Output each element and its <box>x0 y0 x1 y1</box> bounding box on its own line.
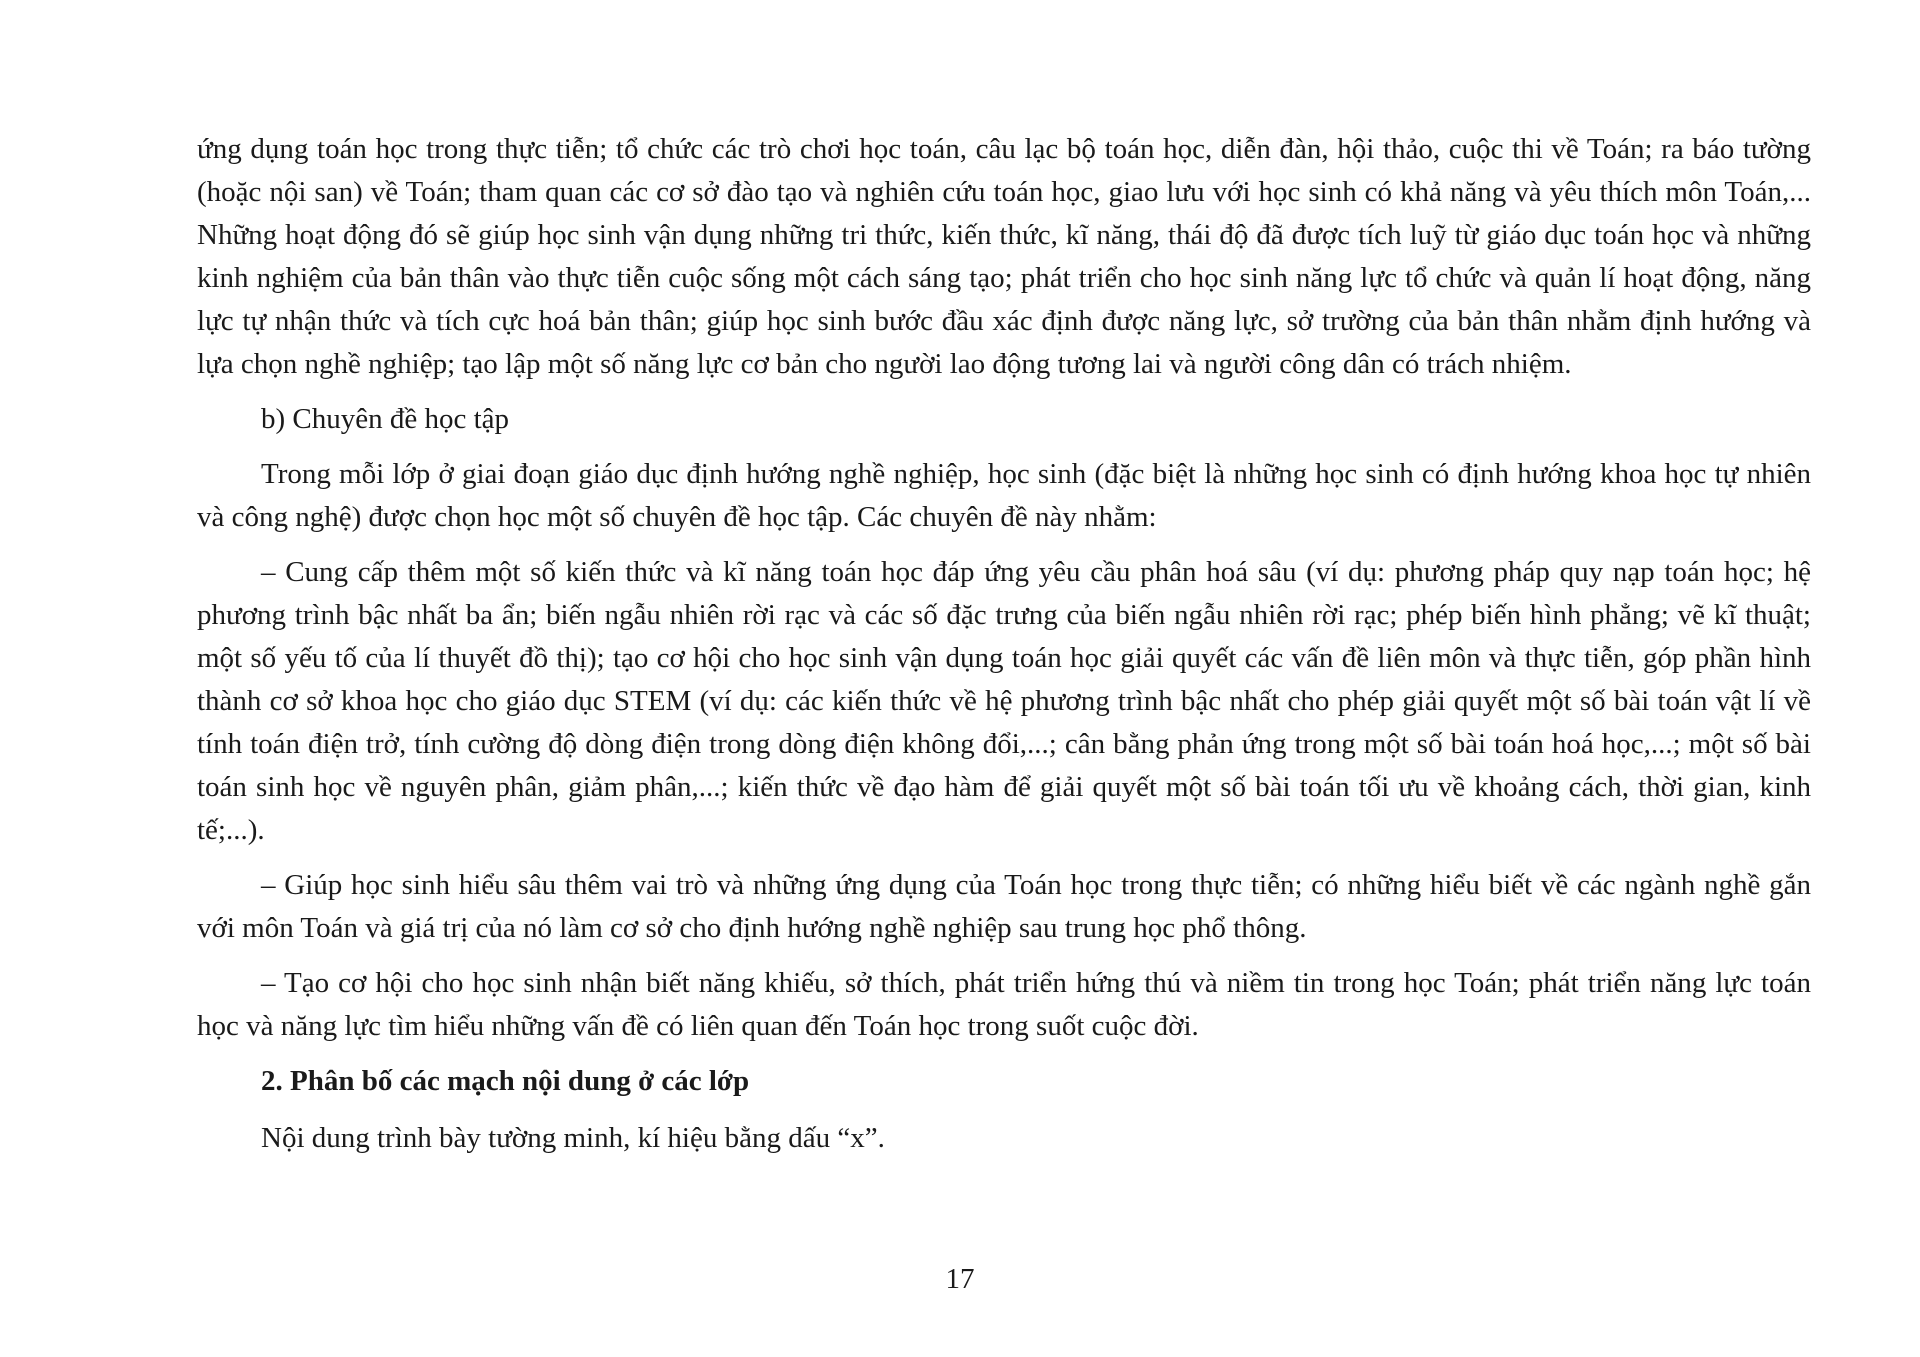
paragraph-continuation: ứng dụng toán học trong thực tiễn; tổ chức các trò chơi học toán, câu lạc bộ toán học, diễn đàn, hội thảo, cuộc thi về Toán; ra báo tường (hoặc nội san) về Toán; tham quan các cơ sở đào tạo và nghiên cứu toán học, giao lưu với học sinh có khả năng và yêu thích môn Toán,... Những hoạt động đó sẽ giúp học sinh vận dụng những tri thức, kiến thức, kĩ năng, thái độ đã được tích luỹ từ giáo dục toán học và những kinh nghiệm của bản thân vào thực tiễn cuộc sống một cách sáng tạo; phát triển cho học sinh năng lực tổ chức và quản lí hoạt động, năng lực tự nhận thức và tích cực hoá bản thân; giúp học sinh bước đầu xác định được năng lực, sở trường của bản thân nhằm định hướng và lựa chọn nghề nghiệp; tạo lập một số năng lực cơ bản cho người lao động tương lai và người công dân có trách nhiệm. <box>197 133 1811 380</box>
page-number: 17 <box>945 1263 975 1295</box>
paragraph-intro: Trong mỗi lớp ở giai đoạn giáo dục định hướng nghề nghiệp, học sinh (đặc biệt là những học sinh có định hướng khoa học tự nhiên và công nghệ) được chọn học một số chuyên đề học tập. Các chuyên đề này nhằm: <box>197 458 1811 533</box>
section-heading: 2. Phân bố các mạch nội dung ở các lớp <box>261 1065 750 1097</box>
subsection-title: b) Chuyên đề học tập <box>261 403 510 435</box>
bullet-paragraph-2: – Giúp học sinh hiểu sâu thêm vai trò và những ứng dụng của Toán học trong thực tiễn; có những hiểu biết về các ngành nghề gắn với môn Toán và giá trị của nó làm cơ sở cho định hướng nghề nghiệp sau trung học phổ thông. <box>197 869 1811 944</box>
document-body <box>197 128 1811 1172</box>
bullet-paragraph-1: – Cung cấp thêm một số kiến thức và kĩ năng toán học đáp ứng yêu cầu phân hoá sâu (ví dụ: phương pháp quy nạp toán học; hệ phương trình bậc nhất ba ẩn; biến ngẫu nhiên rời rạc và các số đặc trưng của biến ngẫu nhiên rời rạc; phép biến hình phẳng; vẽ kĩ thuật; một số yếu tố của lí thuyết đồ thị); tạo cơ hội cho học sinh vận dụng toán học giải quyết các vấn đề liên môn và thực tiễn, góp phần hình thành cơ sở khoa học cho giáo dục STEM (ví dụ: các kiến thức về hệ phương trình bậc nhất cho phép giải quyết một số bài toán vật lí về tính toán điện trở, tính cường độ dòng điện trong dòng điện không đổi,...; cân bằng phản ứng trong một số bài toán hoá học,...; một số bài toán sinh học về nguyên phân, giảm phân,...; kiến thức về đạo hàm để giải quyết một số bài toán tối ưu về khoảng cách, thời gian, kinh tế;...). <box>197 556 1811 846</box>
closing-paragraph: Nội dung trình bày tường minh, kí hiệu bằng dấu “x”. <box>261 1122 885 1154</box>
bullet-paragraph-3: – Tạo cơ hội cho học sinh nhận biết năng khiếu, sở thích, phát triển hứng thú và niềm tin trong học Toán; phát triển năng lực toán học và năng lực tìm hiểu những vấn đề có liên quan đến Toán học trong suốt cuộc đời. <box>197 967 1811 1042</box>
